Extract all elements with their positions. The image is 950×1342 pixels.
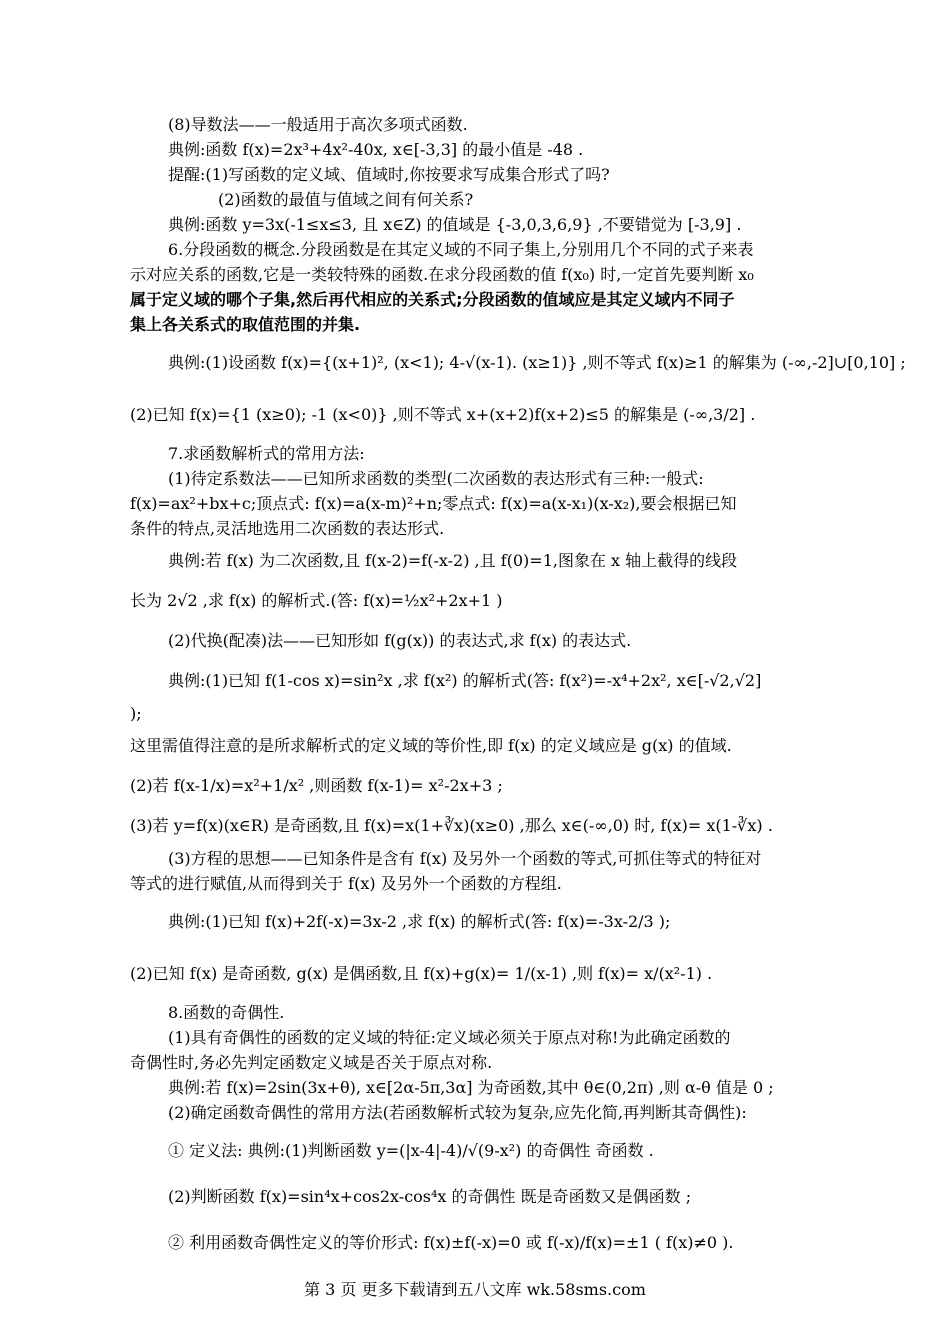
text-line: ① 定义法: 典例:(1)判断函数 y=(|x-4|-4)/√(9-x²) 的奇偶性 奇函数 . bbox=[168, 1141, 654, 1160]
text-line: (2)判断函数 f(x)=sin⁴x+cos2x-cos⁴x 的奇偶性 既是奇函数又是偶函数 ; bbox=[168, 1187, 692, 1206]
text-line: (1)待定系数法——已知所求函数的类型(二次函数的表达形式有三种:一般式: bbox=[168, 469, 704, 488]
text-line: 等式的进行赋值,从而得到关于 f(x) 及另外一个函数的方程组. bbox=[130, 874, 562, 893]
text-line: 集上各关系式的取值范围的并集. bbox=[130, 315, 361, 334]
text-line: (8)导数法——一般适用于高次多项式函数. bbox=[168, 115, 468, 134]
text-line: 这里需值得注意的是所求解析式的定义域的等价性,即 f(x) 的定义域应是 g(x) 的值域. bbox=[130, 736, 732, 755]
text-line: 属于定义域的哪个子集,然后再代相应的关系式;分段函数的值域应是其定义域内不同子 bbox=[130, 290, 735, 309]
text-line: (3)若 y=f(x)(x∈R) 是奇函数,且 f(x)=x(1+∛x)(x≥0) ,那么 x∈(-∞,0) 时, f(x)= x(1-∛x) . bbox=[130, 816, 773, 835]
text-line: 典例:(1)设函数 f(x)={(x+1)², (x<1); 4-√(x-1). (x≥1)} ,则不等式 f(x)≥1 的解集为 (-∞,-2]∪[0,10] ; bbox=[168, 353, 906, 372]
text-line: 8.函数的奇偶性. bbox=[168, 1003, 285, 1022]
text-line: 6.分段函数的概念.分段函数是在其定义域的不同子集上,分别用几个不同的式子来表 bbox=[168, 240, 754, 259]
text-line: (2)确定函数奇偶性的常用方法(若函数解析式较为复杂,应先化简,再判断其奇偶性): bbox=[168, 1103, 747, 1122]
text-line: (2)已知 f(x) 是奇函数, g(x) 是偶函数,且 f(x)+g(x)= 1/(x-1) ,则 f(x)= x/(x²-1) . bbox=[130, 964, 713, 983]
text-line: 典例:(1)已知 f(1-cos x)=sin²x ,求 f(x²) 的解析式(答: f(x²)=-x⁴+2x², x∈[-√2,√2] bbox=[168, 671, 762, 690]
text-line: 提醒:(1)写函数的定义域、值域时,你按要求写成集合形式了吗? bbox=[168, 165, 610, 184]
text-line: (3)方程的思想——已知条件是含有 f(x) 及另外一个函数的等式,可抓住等式的特征对 bbox=[168, 849, 762, 868]
text-line: ② 利用函数奇偶性定义的等价形式: f(x)±f(-x)=0 或 f(-x)/f(x)=±1 ( f(x)≠0 ). bbox=[168, 1233, 734, 1252]
page-footer: 第 3 页 更多下载请到五八文库 wk.58sms.com bbox=[304, 1280, 646, 1299]
document-body bbox=[130, 112, 906, 1269]
text-line: ); bbox=[130, 704, 142, 723]
text-line: f(x)=ax²+bx+c;顶点式: f(x)=a(x-m)²+n;零点式: f(x)=a(x-x₁)(x-x₂),要会根据已知 bbox=[130, 494, 737, 513]
text-line: 奇偶性时,务必先判定函数定义域是否关于原点对称. bbox=[130, 1053, 493, 1072]
text-line: 示对应关系的函数,它是一类较特殊的函数.在求分段函数的值 f(x₀) 时,一定首先要判断 x₀ bbox=[130, 265, 754, 284]
text-line: 条件的特点,灵活地选用二次函数的表达形式. bbox=[130, 519, 445, 538]
text-line: 典例:(1)已知 f(x)+2f(-x)=3x-2 ,求 f(x) 的解析式(答: f(x)=-3x-2/3 ); bbox=[168, 912, 671, 931]
text-line: (1)具有奇偶性的函数的定义域的特征:定义域必须关于原点对称!为此确定函数的 bbox=[168, 1028, 731, 1047]
text-line: (2)若 f(x-1/x)=x²+1/x² ,则函数 f(x-1)= x²-2x+3 ; bbox=[130, 776, 503, 795]
text-line: 典例:若 f(x)=2sin(3x+θ), x∈[2α-5π,3α] 为奇函数,其中 θ∈(0,2π) ,则 α-θ 值是 0 ; bbox=[168, 1078, 774, 1097]
text-line: (2)函数的最值与值域之间有何关系? bbox=[218, 190, 474, 209]
text-line: 典例:若 f(x) 为二次函数,且 f(x-2)=f(-x-2) ,且 f(0)=1,图象在 x 轴上截得的线段 bbox=[168, 551, 738, 570]
text-line: 典例:函数 y=3x(-1≤x≤3, 且 x∈Z) 的值域是 {-3,0,3,6,9} ,不要错觉为 [-3,9] . bbox=[168, 215, 742, 234]
text-line: 长为 2√2 ,求 f(x) 的解析式.(答: f(x)=½x²+2x+1 ) bbox=[130, 591, 503, 610]
text-line: 典例:函数 f(x)=2x³+4x²-40x, x∈[-3,3] 的最小值是 -48 . bbox=[168, 140, 584, 159]
text-line: (2)已知 f(x)={1 (x≥0); -1 (x<0)} ,则不等式 x+(x+2)f(x+2)≤5 的解集是 (-∞,3/2] . bbox=[130, 405, 756, 424]
text-line: 7.求函数解析式的常用方法: bbox=[168, 444, 365, 463]
text-line: (2)代换(配凑)法——已知形如 f(g(x)) 的表达式,求 f(x) 的表达式. bbox=[168, 631, 632, 650]
